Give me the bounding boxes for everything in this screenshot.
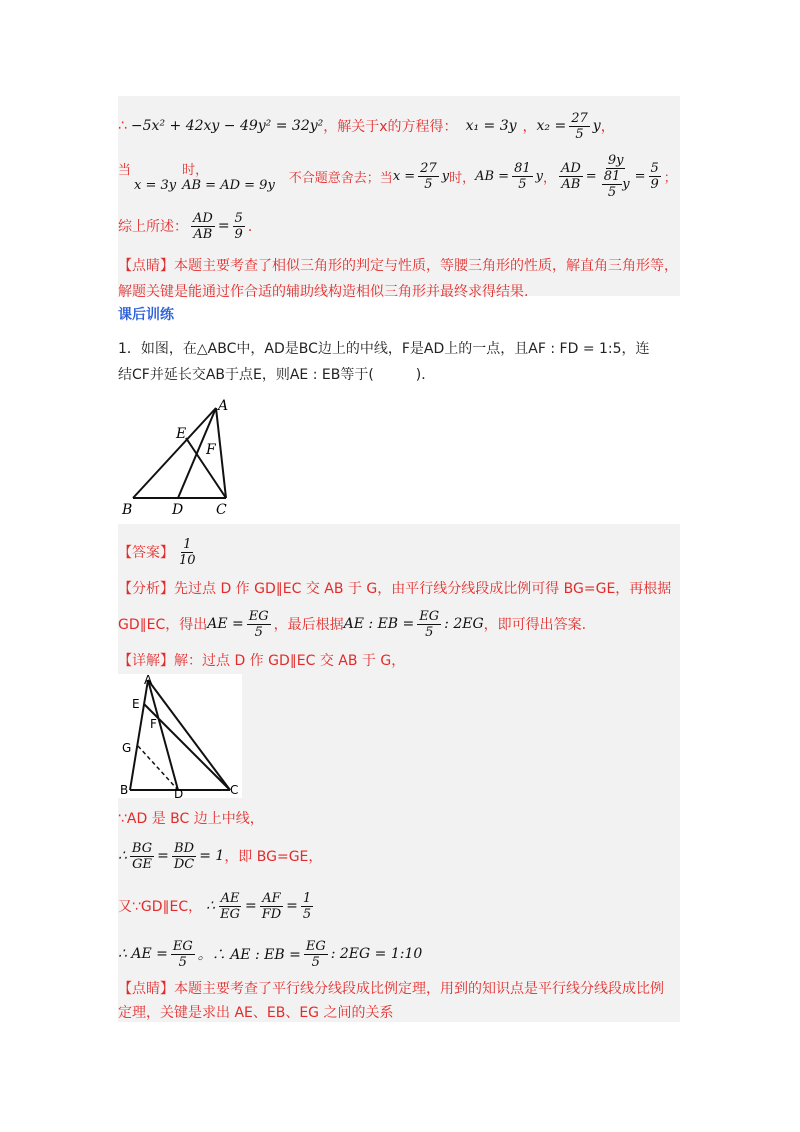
triangle-figure-2 xyxy=(118,674,242,798)
answer-block xyxy=(118,524,680,1022)
label-c: C xyxy=(216,502,227,518)
root-x2: x₂ = xyxy=(536,118,567,134)
svg-text:F: F xyxy=(150,717,157,731)
svg-text:D: D xyxy=(174,787,184,798)
fraction: $\frac{27}{5}$ xyxy=(571,110,588,142)
analysis-line-2: GD∥EC，得出 AE = $\frac{EG}{5}$ ，最后根据 AE : EB = $\frac{EG}{5}$ : 2EG ，即可得出答案. xyxy=(118,608,587,640)
detail-line: 【详解】解：过点 D 作 GD∥EC 交 AB 于 G， xyxy=(118,653,406,669)
side-ab xyxy=(133,408,216,498)
label-e: E xyxy=(176,426,187,442)
comment-2-line-2: 定理，关键是求出 AE、EB、EG 之间的关系 xyxy=(118,1005,394,1021)
svg-text:G: G xyxy=(122,741,132,755)
comment-line-2: 解题关键是能通过作合适的辅助线构造相似三角形并最终求得结果. xyxy=(118,284,529,300)
step-2: ∴ $\frac{BG}{GE}$ = $\frac{BD}{DC}$ = 1 ，即 BG=GE， xyxy=(118,840,323,872)
answer-fraction: $\frac{1}{10}$ xyxy=(179,536,196,568)
figure-2-bg xyxy=(118,674,242,798)
step-3: 又∵GD∥EC， ∴ $\frac{AE}{EG}$ = $\frac{AF}{FD}$ = $\frac{1}{5}$ xyxy=(118,890,312,922)
equation: −5x² + 42xy − 49y² = 32y² xyxy=(130,118,324,134)
triangle-figure-1 xyxy=(118,396,248,518)
svg-text:B: B xyxy=(120,783,129,797)
step-1: ∵AD 是 BC 边上中线， xyxy=(118,811,264,827)
therefore-symbol: ∴ xyxy=(118,118,127,134)
solution-block-top xyxy=(118,96,680,300)
section-title: 课后训练 xyxy=(118,307,174,323)
equation-text: ，解关于x的方程得： xyxy=(323,119,458,135)
label-b: B xyxy=(122,502,133,518)
label-d: D xyxy=(172,502,184,518)
conclusion-line: 综上所述： $\frac{AD}{AB}$ = $\frac{5}{9}$ ． xyxy=(118,210,262,242)
svg-text:E: E xyxy=(132,697,140,711)
answer-line: 【答案】 $\frac{1}{10}$ xyxy=(118,536,196,568)
equation-line-2: 当 x = 3y 时， AB = AD = 9y 不合题意舍去；当 x = $\frac{27}{5}$ y 时， AB = $\frac{81}{5}$ y ， $\frac{AD}{AB}$ = 9y $\frac{81}{5}$ y = $\frac{5}{9}$ ； xyxy=(118,152,677,200)
question-line-2: 结CF并延长交AB于点E，则AE : EB等于( )． xyxy=(118,367,436,383)
label-a: A xyxy=(218,398,229,414)
comment-line-1: 【点睛】本题主要考查了相似三角形的判定与性质，等腰三角形的性质，解直角三角形等， xyxy=(118,258,678,274)
analysis-line-1: 【分析】先过点 D 作 GD∥EC 交 AB 于 G，由平行线分线段成比例可得 BG=GE，再根据 xyxy=(118,581,672,597)
equation-line-1: ∴ −5x² + 42xy − 49y² = 32y² ，解关于x的方程得： x₁ = 3y ， x₂ = $\frac{27}{5}$ y ， xyxy=(118,110,615,142)
svg-text:C: C xyxy=(230,783,239,797)
label-f: F xyxy=(206,442,216,458)
step-4: ∴ AE = $\frac{EG}{5}$ 。∴ AE : EB = $\frac{EG}{5}$ : 2EG = 1:10 xyxy=(118,938,423,970)
comment-2-line-1: 【点睛】本题主要考查了平行线分线段成比例定理，用到的知识点是平行线分线段成比例 xyxy=(118,981,664,997)
root-x1: x₁ = 3y xyxy=(465,118,517,134)
question-line-1: 1．如图，在△ABC中，AD是BC边上的中线，F是AD上的一点，且AF : FD = 1:5，连 xyxy=(118,341,650,357)
svg-text:A: A xyxy=(144,674,153,687)
